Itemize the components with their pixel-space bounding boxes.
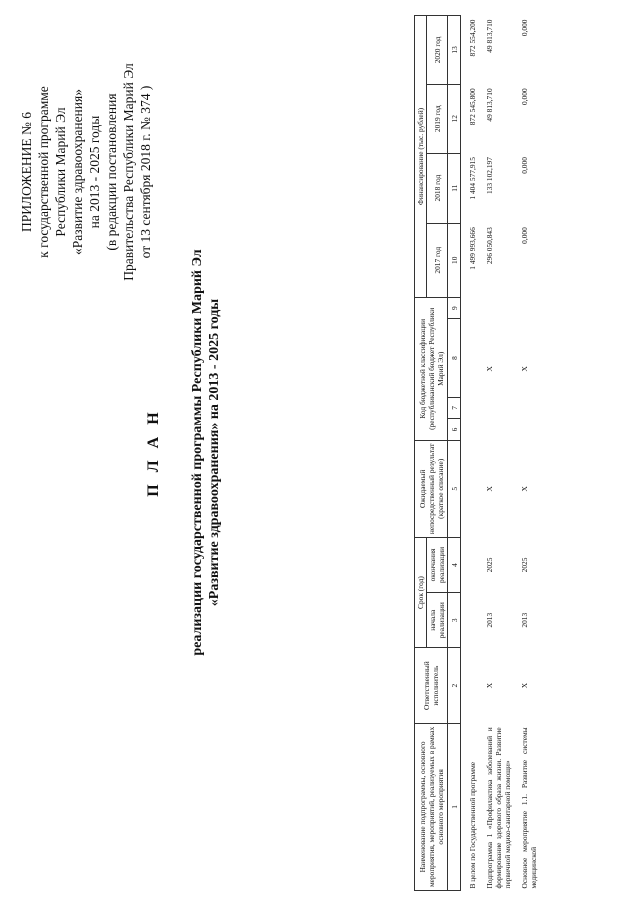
row-2019: 49 813,710 — [485, 88, 494, 122]
column-number: 7 — [448, 397, 461, 419]
row-result: X — [520, 486, 529, 492]
plan-table — [414, 15, 539, 891]
row-end: 2025 — [485, 557, 494, 573]
row-name: В целом по Государственной программе — [468, 761, 477, 889]
appendix-line: (в редакции постановления — [104, 93, 119, 251]
table-row — [513, 16, 539, 891]
header-term: Срок (год) — [415, 537, 427, 648]
header-year-2018: 2018 год — [427, 153, 448, 223]
appendix-line: от 13 сентября 2018 г. № 374 ) — [138, 85, 153, 259]
column-number: 9 — [448, 297, 461, 319]
row-responsible: X — [520, 682, 529, 689]
header-term-start: начала реализации — [427, 593, 448, 648]
row-name: Основное мероприятие 1.1. Развитие системы медицинской — [520, 727, 538, 889]
table-row — [461, 16, 479, 891]
row-end: 2025 — [520, 557, 529, 573]
row-2018: 1 404 577,915 — [468, 157, 477, 200]
appendix-line: «Развитие здравоохранения» — [70, 89, 85, 255]
column-number: 8 — [448, 319, 461, 397]
column-number: 5 — [448, 440, 461, 537]
column-number: 2 — [448, 648, 461, 723]
column-number: 3 — [448, 593, 461, 648]
row-2018: 133 102,197 — [485, 157, 494, 195]
header-name: Наименование подпрограммы, основного мероприятия, мероприятий, реализуемых в рамках основного мероприятия — [415, 723, 448, 890]
row-start: 2013 — [485, 612, 494, 628]
row-2020: 0,000 — [520, 19, 529, 37]
row-responsible — [461, 648, 479, 723]
header-responsible: Ответственный исполнитель — [415, 648, 448, 723]
row-2019: 872 545,800 — [468, 88, 477, 126]
title-line-1: реализации государственной программы Республики Марий Эл — [190, 249, 205, 656]
row-name: Подпрограмма 1 «Профилактика заболеваний и формирование здорового образа жизни. Развитие первичной медико-санитарной помощи» — [485, 727, 512, 889]
row-result: X — [485, 486, 494, 492]
column-number: 10 — [448, 223, 461, 297]
header-year-2019: 2019 год — [427, 84, 448, 153]
row-start: 2013 — [520, 612, 529, 628]
appendix-line: Правительства Республики Марий Эл — [121, 63, 136, 281]
header-budget-code: Код бюджетной классификации (республиканский бюджет Республики Марий Эл) — [415, 297, 448, 440]
appendix-line: Республики Марий Эл — [53, 107, 68, 237]
row-2019: 0,000 — [520, 88, 529, 105]
row-2018: 0,000 — [520, 157, 529, 174]
header-term-end: окончания реализации — [427, 537, 448, 592]
appendix-line: ПРИЛОЖЕНИЕ № 6 — [19, 111, 34, 233]
row-result — [461, 440, 479, 537]
column-number: 1 — [448, 723, 461, 890]
title-line-2: «Развитие здравоохранения» на 2013 - 2025 годы — [207, 298, 222, 607]
appendix-header — [18, 22, 154, 322]
header-financing: Финансирование (тыс. рублей) — [415, 16, 427, 298]
column-number: 6 — [448, 419, 461, 441]
title-main: П Л А Н — [145, 408, 162, 497]
column-number: 13 — [448, 16, 461, 85]
header-year-2017: 2017 год — [427, 223, 448, 297]
row-end — [461, 537, 479, 592]
row-responsible: X — [485, 682, 494, 689]
table-row — [478, 16, 513, 891]
header-result: Ожидаемый непосредственный результат (краткое описание) — [415, 440, 448, 537]
appendix-line: на 2013 - 2025 годы — [87, 115, 102, 229]
row-2017: 296 050,843 — [485, 227, 494, 265]
row-2017: 1 499 993,666 — [468, 227, 477, 270]
column-number: 11 — [448, 153, 461, 223]
row-code: X — [520, 366, 529, 372]
column-number: 4 — [448, 537, 461, 592]
row-2017: 0,000 — [520, 227, 529, 244]
document-title — [145, 0, 223, 905]
row-2020: 49 813,710 — [485, 19, 494, 53]
header-year-2020: 2020 год — [427, 16, 448, 85]
column-number: 12 — [448, 84, 461, 153]
row-2020: 872 554,200 — [468, 19, 477, 57]
appendix-line: к государственной программе — [36, 86, 51, 258]
row-code: X — [485, 366, 494, 372]
row-code — [461, 297, 479, 440]
row-start — [461, 593, 479, 648]
